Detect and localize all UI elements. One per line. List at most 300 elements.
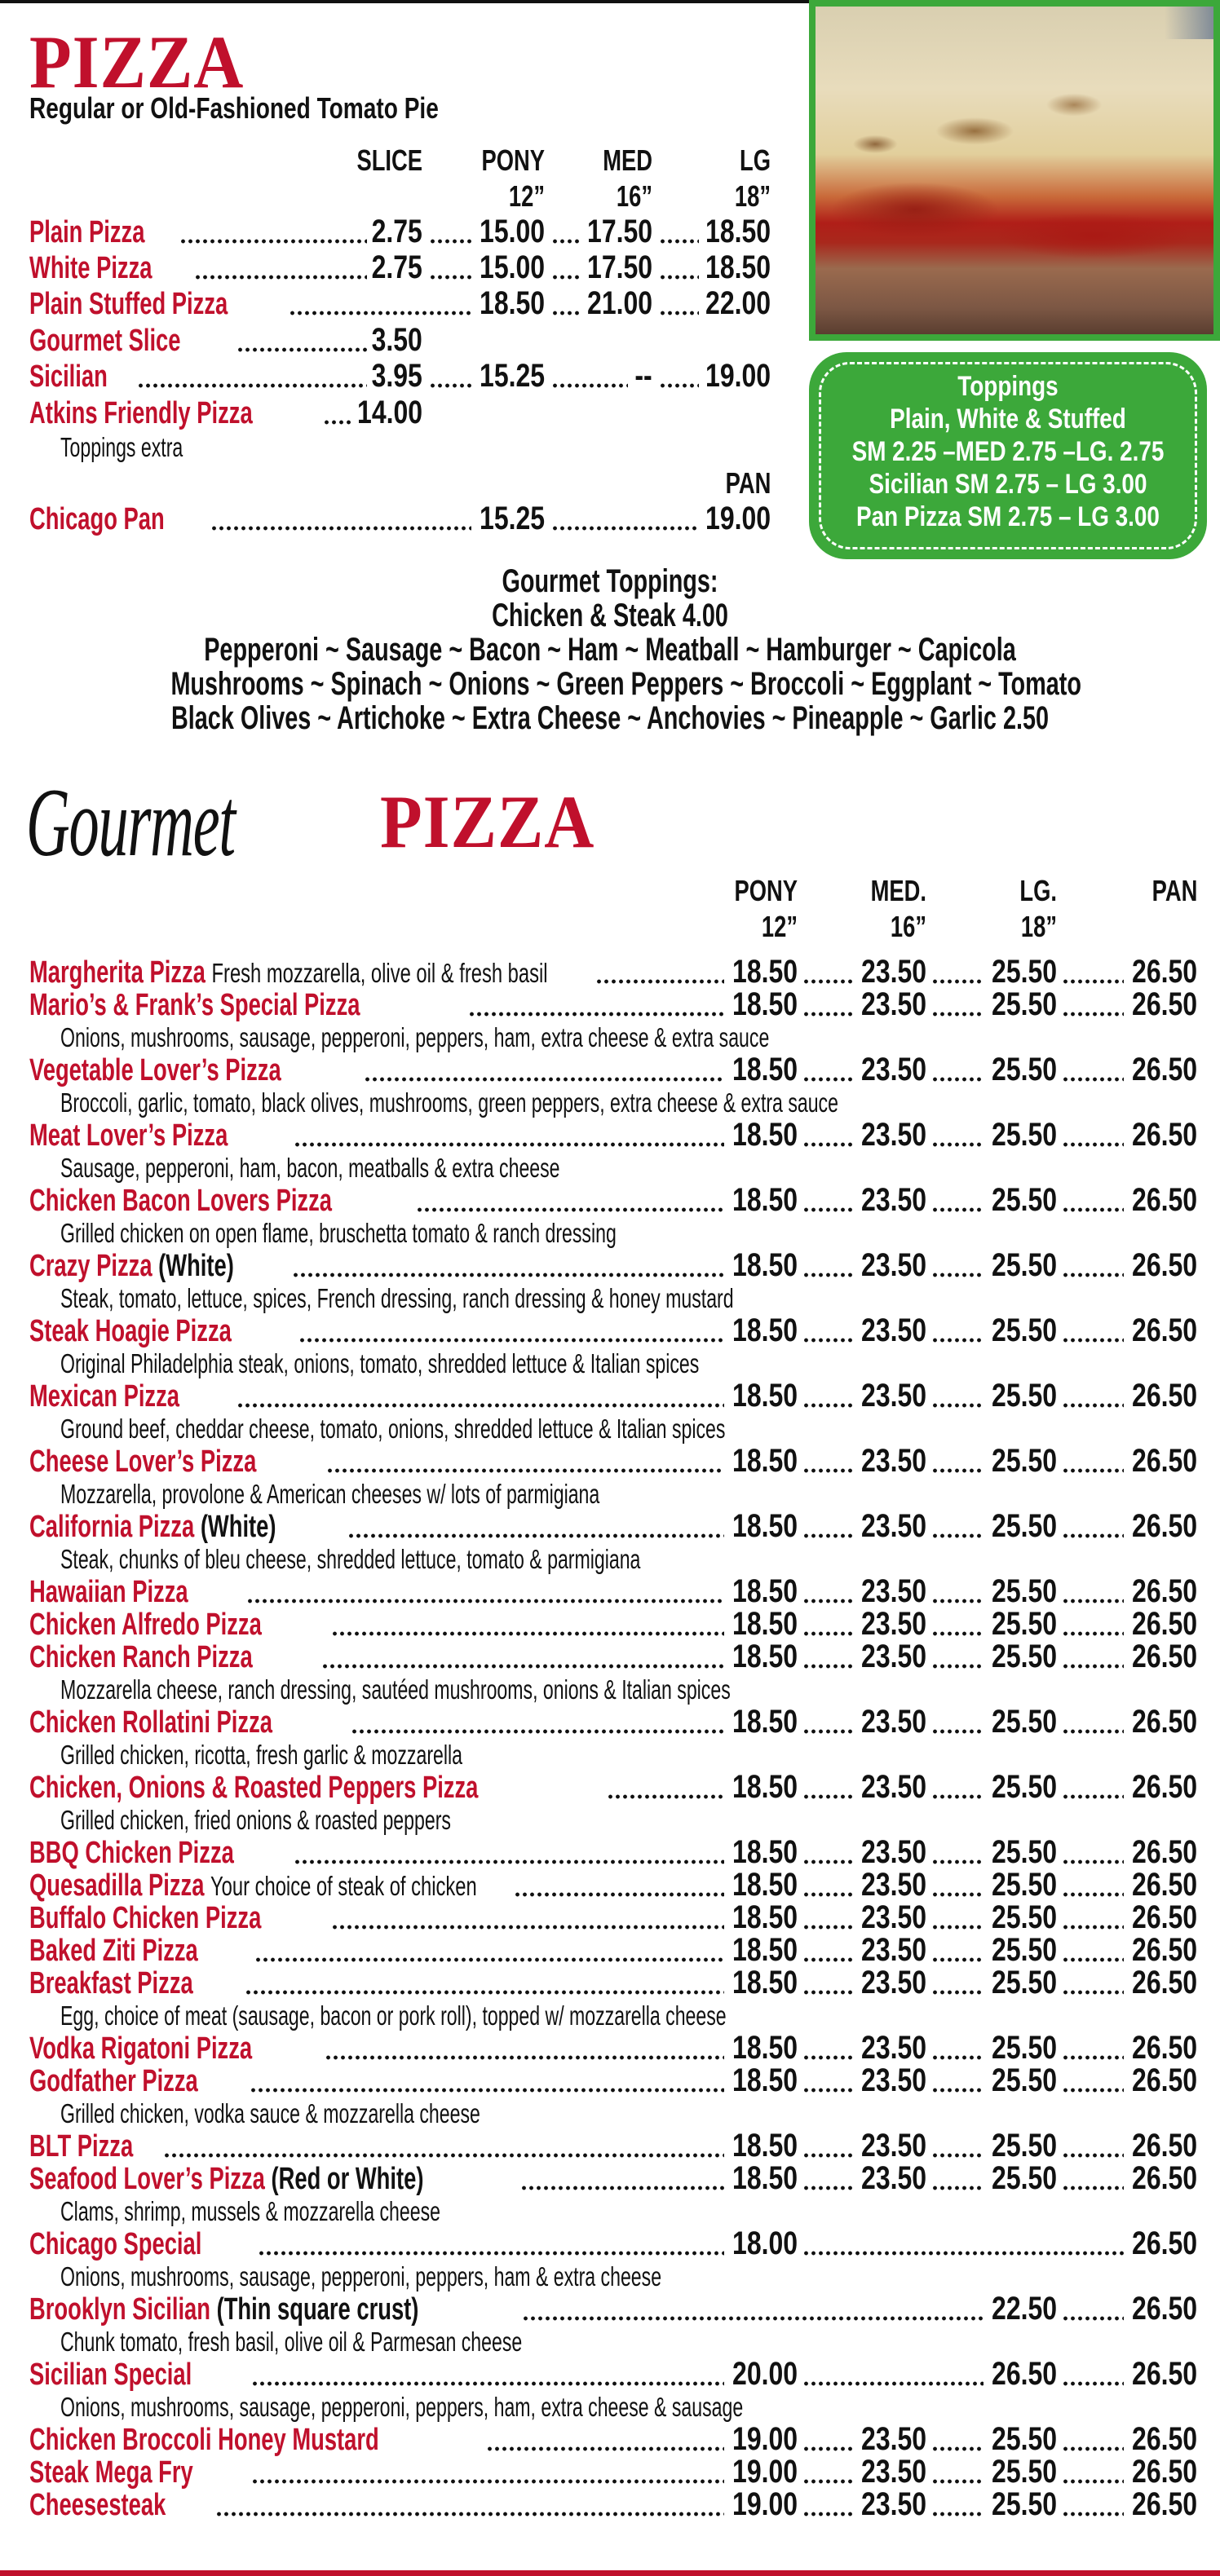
menu-item-name (29, 1118, 228, 1153)
menu-item-price: 15.25 (479, 358, 545, 394)
column-size: 18” (734, 179, 771, 213)
menu-item-price: 23.50 (860, 1378, 926, 1414)
menu-item-price: 18.50 (732, 1899, 798, 1935)
leader-dots (1062, 978, 1124, 985)
column-header: LG (740, 143, 771, 177)
leader-dots (802, 1467, 853, 1474)
menu-item-price: 18.50 (732, 1573, 798, 1609)
leader-dots (802, 1533, 853, 1539)
leader-dots (416, 1206, 724, 1213)
menu-item-description: Clams, shrimp, mussels & mozzarella cheese (60, 2196, 441, 2226)
menu-item-title: Cheesesteak (29, 2488, 166, 2522)
leader-dots (1062, 1533, 1124, 1539)
leader-dots (931, 2446, 984, 2452)
leader-dots (250, 2087, 724, 2093)
leader-dots (1062, 1141, 1124, 1148)
menu-item-title: Crazy Pizza (29, 1249, 152, 1283)
leader-dots (802, 1076, 853, 1083)
gourmet-pizza-title: PIZZA (380, 780, 595, 863)
menu-item-title: Godfather Pizza (29, 2064, 198, 2098)
toppings-price-box (809, 352, 1207, 559)
menu-item-price: 18.50 (732, 1769, 798, 1805)
leader-dots (659, 238, 699, 245)
leader-dots (931, 1206, 984, 1213)
menu-item-price: 23.50 (860, 2062, 926, 2098)
menu-item-price: 18.50 (732, 1247, 798, 1283)
menu-item-price: 25.50 (991, 1052, 1057, 1087)
menu-item-row (0, 1249, 1220, 1281)
menu-item-name (29, 1510, 276, 1545)
menu-item-name (29, 2358, 192, 2393)
leader-dots (1062, 1598, 1124, 1604)
menu-item-description: Onions, mushrooms, sausage, pepperoni, peppers, ham & extra cheese (60, 2261, 662, 2291)
leader-dots (1062, 2446, 1124, 2452)
leader-dots (931, 2152, 984, 2159)
menu-item-row (0, 1934, 1220, 1966)
menu-item-qualifier: (White) (200, 1510, 276, 1544)
gourmet-toppings-line: Mushrooms ~ Spinach ~ Onions ~ Green Peppers ~ Broccoli ~ Eggplant ~ Tomato (170, 666, 1081, 702)
column-header: PONY (481, 143, 545, 177)
leader-dots (551, 382, 628, 389)
menu-item-price: 2.75 (371, 214, 422, 249)
menu-item-name: Plain Pizza (29, 215, 145, 249)
leader-dots (802, 1663, 853, 1670)
menu-item-description: Onions, mushrooms, sausage, pepperoni, peppers, ham, extra cheese & sausage (60, 2392, 744, 2422)
menu-item-price: 18.50 (732, 986, 798, 1022)
menu-item-price: 26.50 (1131, 2030, 1197, 2066)
menu-item-price: 26.50 (1131, 1508, 1197, 1544)
menu-item-description: Grilled chicken, vodka sauce & mozzarella cheese (60, 2098, 480, 2128)
menu-item-price: 25.50 (991, 1704, 1057, 1740)
menu-item-price: 20.00 (732, 2356, 798, 2392)
menu-item-description: Original Philadelphia steak, onions, tomato, shredded lettuce & Italian spices (60, 1348, 700, 1378)
menu-item-qualifier: (Red or White) (271, 2162, 424, 2196)
menu-item-price: 23.50 (860, 1247, 926, 1283)
menu-item-price: 18.50 (732, 1378, 798, 1414)
menu-item-row (0, 2455, 1220, 2488)
menu-item-price: 25.50 (991, 1639, 1057, 1674)
menu-item-title: California Pizza (29, 1510, 195, 1544)
leader-dots (931, 2511, 984, 2517)
leader-dots (802, 1728, 853, 1735)
leader-dots (210, 525, 471, 532)
menu-item-name (29, 1249, 234, 1284)
menu-item-row (0, 1901, 1220, 1934)
leader-dots (1062, 1728, 1124, 1735)
menu-item-price: 23.50 (860, 1867, 926, 1903)
leader-dots (522, 2315, 984, 2322)
leader-dots (595, 978, 724, 985)
menu-item-title: Chicago Special (29, 2227, 202, 2261)
leader-dots (931, 2478, 984, 2485)
leader-dots (931, 1467, 984, 1474)
menu-item-row (0, 1705, 1220, 1738)
menu-item-title: Margherita Pizza (29, 955, 206, 990)
leader-dots (1062, 1663, 1124, 1670)
menu-item-inline-description: Your choice of steak of chicken (210, 1871, 477, 1901)
menu-item-price: 18.50 (479, 285, 545, 321)
menu-item-title: Seafood Lover’s Pizza (29, 2162, 265, 2196)
menu-item-price: 23.50 (860, 1704, 926, 1740)
leader-dots (802, 1011, 853, 1017)
column-size: 12” (761, 910, 798, 943)
menu-item-row (0, 955, 1220, 988)
leader-dots (298, 1337, 724, 1343)
menu-item-row (0, 1868, 1220, 1901)
menu-item-title: Chicken Bacon Lovers Pizza (29, 1184, 333, 1218)
leader-dots (802, 2087, 853, 2093)
leader-dots (659, 274, 699, 280)
menu-item-description: Chunk tomato, fresh basil, olive oil & Parmesan cheese (60, 2327, 523, 2357)
menu-item-price: 14.00 (356, 395, 422, 430)
leader-dots (931, 1956, 984, 1963)
menu-item-name (29, 1314, 232, 1349)
menu-item-title: Vodka Rigatoni Pizza (29, 2031, 253, 2066)
menu-item-name (29, 2227, 201, 2262)
menu-item-description: Grilled chicken, fried onions & roasted peppers (60, 1805, 451, 1835)
menu-item-price: 15.25 (479, 501, 545, 536)
menu-item-name (29, 1901, 261, 1936)
menu-item-price: 26.50 (1131, 1965, 1197, 2000)
toppings-box-line: SM 2.25 –MED 2.75 –LG. 2.75 (851, 436, 1165, 467)
menu-item-price: 22.50 (991, 2291, 1057, 2327)
menu-item-price: 18.50 (705, 249, 771, 285)
leader-dots (551, 238, 581, 245)
leader-dots (802, 1793, 853, 1800)
menu-item-name (29, 2162, 423, 2197)
menu-item-row (0, 1640, 1220, 1673)
menu-item-price: 26.50 (1131, 1606, 1197, 1642)
menu-item-description: Grilled chicken on open flame, bruschetta tomato & ranch dressing (60, 1218, 617, 1248)
menu-item-title: Brooklyn Sicilian (29, 2292, 210, 2327)
menu-item-row (0, 1445, 1220, 1477)
menu-item-row (0, 1608, 1220, 1640)
menu-item-name (29, 1445, 256, 1480)
leader-dots (931, 1924, 984, 1930)
leader-dots (1062, 1859, 1124, 1865)
menu-item-row (0, 2358, 1220, 2390)
menu-item-price: 19.00 (705, 501, 771, 536)
menu-item-price: 23.50 (860, 1573, 926, 1609)
menu-item-price: 26.50 (1131, 1867, 1197, 1903)
menu-item-price: 18.50 (732, 1606, 798, 1642)
gourmet-toppings-line: Black Olives ~ Artichoke ~ Extra Cheese ~ Anchovies ~ Pineapple ~ Garlic 2.50 (170, 700, 1049, 736)
menu-item-description: Broccoli, garlic, tomato, black olives, mushrooms, green peppers, extra cheese & extra sauce (60, 1087, 838, 1118)
menu-item-row (0, 1836, 1220, 1868)
leader-dots (1062, 1272, 1124, 1278)
menu-item-price: 15.00 (479, 214, 545, 249)
menu-item-name (29, 2423, 379, 2458)
menu-item-title: Chicken, Onions & Roasted Peppers Pizza (29, 1771, 479, 1805)
menu-item-row (0, 2031, 1220, 2064)
leader-dots (802, 2446, 853, 2452)
menu-item-price: 26.50 (1131, 1769, 1197, 1805)
menu-item-price: 25.50 (991, 1182, 1057, 1218)
leader-dots (931, 978, 984, 985)
leader-dots (1062, 2478, 1124, 2485)
menu-item-price: 26.50 (1131, 2291, 1197, 2327)
menu-item-price: 26.50 (1131, 1312, 1197, 1348)
menu-item-price: 25.50 (991, 1932, 1057, 1968)
menu-item-name (29, 2488, 166, 2523)
leader-dots (551, 310, 581, 316)
menu-item-price: 23.50 (860, 1899, 926, 1935)
menu-item-title: Chicken Ranch Pizza (29, 1640, 253, 1674)
menu-item-price: 18.50 (705, 214, 771, 249)
menu-item-name (29, 1575, 188, 1610)
leader-dots (802, 1272, 853, 1278)
toppings-box-line: Plain, White & Stuffed (890, 404, 1126, 434)
menu-item-price: 25.50 (991, 1606, 1057, 1642)
leader-dots (292, 1272, 724, 1278)
menu-item-price: 23.50 (860, 986, 926, 1022)
leader-dots (1062, 2185, 1124, 2191)
menu-item-price: 23.50 (860, 1443, 926, 1479)
leader-dots (551, 274, 581, 280)
menu-item-description: Ground beef, cheddar cheese, tomato, onions, shredded lettuce & Italian spices (60, 1414, 726, 1444)
column-header: PAN (1151, 874, 1197, 907)
leader-dots (802, 1956, 853, 1963)
menu-item-price: 25.50 (991, 1443, 1057, 1479)
menu-item-price: 25.50 (991, 2062, 1057, 2098)
menu-item-name (29, 1640, 253, 1675)
leader-dots (802, 2250, 1124, 2256)
leader-dots (802, 2185, 853, 2191)
menu-item-title: Chicken Broccoli Honey Mustard (29, 2423, 379, 2457)
leader-dots (236, 346, 367, 353)
leader-dots (514, 1891, 724, 1898)
menu-item-row (0, 2227, 1220, 2260)
menu-item-price: 25.50 (991, 954, 1057, 990)
leader-dots (1062, 1956, 1124, 1963)
menu-item-price: 23.50 (860, 1834, 926, 1870)
menu-item-price: 25.50 (991, 2421, 1057, 2457)
menu-item-price: 18.50 (732, 1965, 798, 2000)
menu-item-price: 23.50 (860, 1965, 926, 2000)
menu-item-price: 18.50 (732, 2030, 798, 2066)
leader-dots (289, 310, 473, 316)
menu-item-price: 26.50 (1131, 1117, 1197, 1153)
menu-item-price: 18.50 (732, 1508, 798, 1544)
leader-dots (1062, 1891, 1124, 1898)
menu-item-title: Buffalo Chicken Pizza (29, 1901, 262, 1935)
leader-dots (802, 1859, 853, 1865)
menu-item-price: 26.50 (1131, 1182, 1197, 1218)
menu-item-price: 18.50 (732, 1182, 798, 1218)
menu-item-row (0, 1053, 1220, 1086)
menu-item-price: 25.50 (991, 2128, 1057, 2164)
menu-item-title: Hawaiian Pizza (29, 1575, 188, 1609)
leader-dots (364, 1076, 724, 1083)
leader-dots (254, 1956, 724, 1963)
menu-item-name (29, 2064, 198, 2099)
menu-item-name: Gourmet Slice (29, 324, 181, 358)
menu-item-qualifier: (Thin square crust) (216, 2292, 419, 2327)
menu-item-description: Steak, chunks of bleu cheese, shredded lettuce, tomato & parmigiana (60, 1544, 641, 1574)
leader-dots (194, 274, 367, 280)
menu-item-price: 23.50 (860, 1117, 926, 1153)
menu-item-price: 26.50 (1131, 1378, 1197, 1414)
menu-item-name (29, 1184, 332, 1219)
leader-dots (326, 1467, 724, 1474)
pizza-section-subtitle: Regular or Old-Fashioned Tomato Pie (29, 91, 439, 125)
leader-dots (429, 382, 473, 389)
menu-item-row (0, 2423, 1220, 2455)
menu-item-price: 3.95 (371, 358, 422, 394)
menu-item-price: 25.50 (991, 2486, 1057, 2522)
menu-item-title: BLT Pizza (29, 2129, 134, 2164)
menu-item-price: 25.50 (991, 1508, 1057, 1544)
leader-dots (429, 238, 473, 245)
leader-dots (1062, 2054, 1124, 2061)
leader-dots (931, 1076, 984, 1083)
leader-dots (246, 1598, 724, 1604)
leader-dots (347, 1533, 724, 1539)
menu-item-price: 26.50 (1131, 2128, 1197, 2164)
menu-item-price: 18.50 (732, 954, 798, 990)
leader-dots (802, 1891, 853, 1898)
leader-dots (931, 2185, 984, 2191)
leader-dots (931, 1272, 984, 1278)
menu-item-price: 25.50 (991, 1867, 1057, 1903)
leader-dots (1062, 1076, 1124, 1083)
menu-item-title: Meat Lover’s Pizza (29, 1118, 228, 1153)
menu-item-price: 26.50 (1131, 1573, 1197, 1609)
menu-item-price: -- (634, 358, 652, 394)
menu-item-price: 19.00 (732, 2421, 798, 2457)
leader-dots (1062, 1402, 1124, 1409)
menu-item-price: 26.50 (1131, 986, 1197, 1022)
column-header: MED. (870, 874, 926, 907)
leader-dots (1062, 1924, 1124, 1930)
leader-dots (931, 1337, 984, 1343)
menu-item-title: Steak Hoagie Pizza (29, 1314, 232, 1348)
menu-item-price: 23.50 (860, 1052, 926, 1087)
menu-item-price: 17.50 (586, 214, 652, 249)
menu-item-price: 15.00 (479, 249, 545, 285)
menu-item-row (0, 2064, 1220, 2097)
leader-dots (294, 1859, 724, 1865)
menu-item-price: 25.50 (991, 1573, 1057, 1609)
menu-item-price: 18.50 (732, 1117, 798, 1153)
menu-item-price: 25.50 (991, 1769, 1057, 1805)
menu-item-price: 25.50 (991, 2030, 1057, 2066)
leader-dots (931, 2087, 984, 2093)
menu-item-price: 18.50 (732, 1704, 798, 1740)
menu-item-title: Mario’s & Frank’s Special Pizza (29, 988, 360, 1022)
menu-item-price: 18.50 (732, 1443, 798, 1479)
leader-dots (429, 274, 473, 280)
menu-item-name: White Pizza (29, 251, 152, 285)
menu-item-row (0, 1575, 1220, 1608)
leader-dots (245, 1989, 724, 1996)
menu-item-title: Vegetable Lover’s Pizza (29, 1053, 281, 1087)
menu-item-price: 25.50 (991, 1834, 1057, 1870)
menu-item-price: 19.00 (732, 2486, 798, 2522)
menu-item-name (29, 1608, 262, 1643)
menu-item-price: 23.50 (860, 1312, 926, 1348)
leader-dots (931, 1630, 984, 1637)
menu-item-price: 19.00 (732, 2454, 798, 2490)
leader-dots (802, 1141, 853, 1148)
menu-item-price: 26.50 (1131, 2356, 1197, 2392)
leader-dots (163, 2152, 724, 2159)
leader-dots (659, 310, 699, 316)
menu-item-price: 22.00 (705, 285, 771, 321)
menu-item-price: 26.50 (1131, 1639, 1197, 1674)
leader-dots (802, 2511, 853, 2517)
leader-dots (802, 2054, 853, 2061)
leader-dots (551, 525, 698, 532)
column-size: 16” (890, 910, 926, 943)
menu-item-price: 18.50 (732, 1932, 798, 1968)
menu-item-price: 18.50 (732, 1052, 798, 1087)
menu-item-price: 26.50 (1131, 1834, 1197, 1870)
menu-item-price: 26.50 (1131, 2454, 1197, 2490)
menu-item-name (29, 2031, 252, 2067)
menu-item-title: Mexican Pizza (29, 1379, 180, 1414)
menu-item-title: Steak Mega Fry (29, 2455, 193, 2490)
menu-item-description: Sausage, pepperoni, ham, bacon, meatballs & extra cheese (60, 1153, 560, 1183)
menu-item-row (0, 1966, 1220, 1999)
leader-dots (802, 1630, 853, 1637)
menu-item-price: 23.50 (860, 2421, 926, 2457)
menu-item-row (0, 1118, 1220, 1151)
menu-item-row (0, 1379, 1220, 1412)
menu-item-price: 23.50 (860, 1508, 926, 1544)
leader-dots (251, 2478, 724, 2485)
menu-item-name (29, 1966, 193, 2001)
menu-item-price: 23.50 (860, 2454, 926, 2490)
menu-item-qualifier: (White) (158, 1249, 234, 1283)
leader-dots (1062, 1206, 1124, 1213)
menu-item-row (0, 1771, 1220, 1803)
menu-item-price: 26.50 (1131, 2160, 1197, 2196)
menu-item-inline-description: Fresh mozzarella, olive oil & fresh basil (211, 958, 548, 988)
menu-item-description: Steak, tomato, lettuce, spices, French dressing, ranch dressing & honey mustard (60, 1283, 734, 1313)
leader-dots (607, 1793, 724, 1800)
menu-item-name (29, 1705, 272, 1740)
menu-item-price: 26.50 (1131, 1899, 1197, 1935)
menu-item-price: 18.00 (732, 2225, 798, 2261)
menu-item-price: 25.50 (991, 2454, 1057, 2490)
menu-item-price: 18.50 (732, 2062, 798, 2098)
leader-dots (931, 1663, 984, 1670)
toppings-box-line: Sicilian SM 2.75 – LG 3.00 (869, 469, 1147, 500)
menu-item-name (29, 988, 360, 1023)
menu-item-name (29, 955, 548, 990)
column-size: 16” (616, 179, 652, 213)
leader-dots (137, 382, 367, 389)
leader-dots (1062, 2087, 1124, 2093)
menu-item-title: Breakfast Pizza (29, 1966, 193, 2000)
leader-dots (931, 2054, 984, 2061)
menu-item-price: 26.50 (1131, 2486, 1197, 2522)
leader-dots (802, 1402, 853, 1409)
menu-item-price: 19.00 (705, 358, 771, 394)
menu-item-price: 25.50 (991, 1965, 1057, 2000)
leader-dots (1062, 1630, 1124, 1637)
column-header: LG. (1019, 874, 1057, 907)
menu-item-name (29, 1868, 477, 1903)
leader-dots (931, 1793, 984, 1800)
menu-item-row (0, 1314, 1220, 1347)
leader-dots (931, 1728, 984, 1735)
leader-dots (331, 1630, 724, 1637)
menu-item-price: 25.50 (991, 1247, 1057, 1283)
menu-item-name (29, 1836, 234, 1871)
gourmet-toppings-line: Pepperoni ~ Sausage ~ Bacon ~ Ham ~ Meatball ~ Hamburger ~ Capicola (204, 632, 1016, 668)
